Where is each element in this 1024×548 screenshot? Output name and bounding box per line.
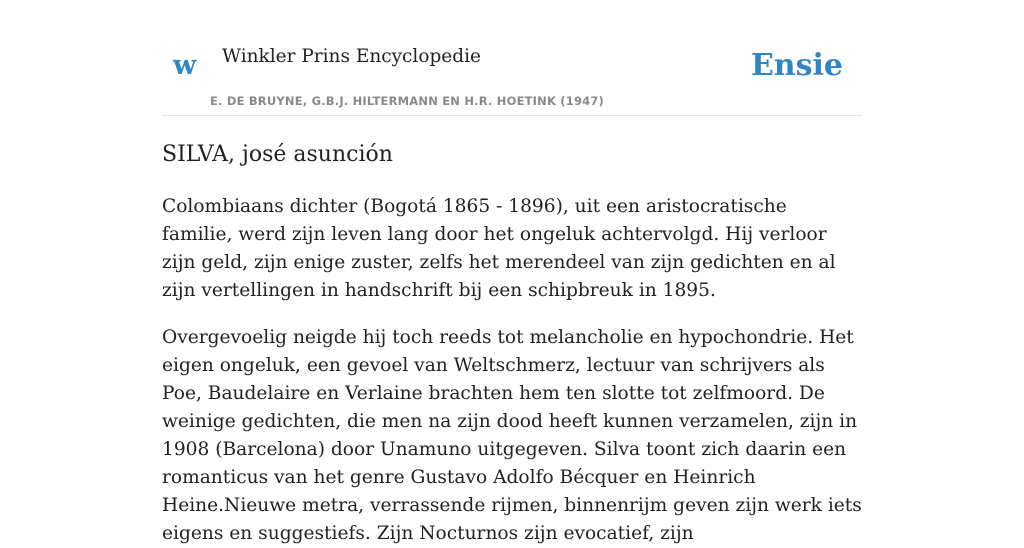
site-header (162, 0, 862, 116)
entry-title: SILVA, josé asunción (162, 142, 393, 167)
ensie-brand-link[interactable]: Ensie (750, 48, 843, 83)
authors-credit: E. DE BRUYNE, G.B.J. HILTERMANN EN H.R. HOETINK (1947) (210, 94, 605, 108)
entry-body (162, 193, 862, 548)
site-title[interactable]: Winkler Prins Encyclopedie (222, 46, 481, 67)
encyclopedia-logo-icon[interactable]: w (173, 50, 197, 81)
page (162, 0, 862, 548)
entry-paragraph: Overgevoelig neigde hij toch reeds tot melancholie en hypochondrie. Het eigen ongeluk, een gevoel van Weltschmerz, lectuur van schrijvers als Poe, Baudelaire en Verlaine brachten hem ten slotte tot zelfmoord. De weinige gedichten, die men na zijn dood heeft kunnen verzamelen, zijn in 1908 (Barcelona) door Unamuno uitgegeven. Silva toont zich daarin een romanticus van het genre Gustavo Adolfo Bécquer en Heinrich Heine.Nieuwe metra, verrassende rijmen, binnenrijm geven zijn werk iets eigens en suggestiefs. Zijn Nocturnos zijn evocatief, zijn (162, 327, 862, 544)
entry-paragraph: Colombiaans dichter (Bogotá 1865 - 1896), uit een aristocratische familie, werd zijn leven lang door het ongeluk achtervolgd. Hij verloor zijn geld, zijn enige zuster, zelfs het merendeel van zijn gedichten en al zijn vertellingen in handschrift bij een schipbreuk in 1895. (162, 196, 836, 301)
